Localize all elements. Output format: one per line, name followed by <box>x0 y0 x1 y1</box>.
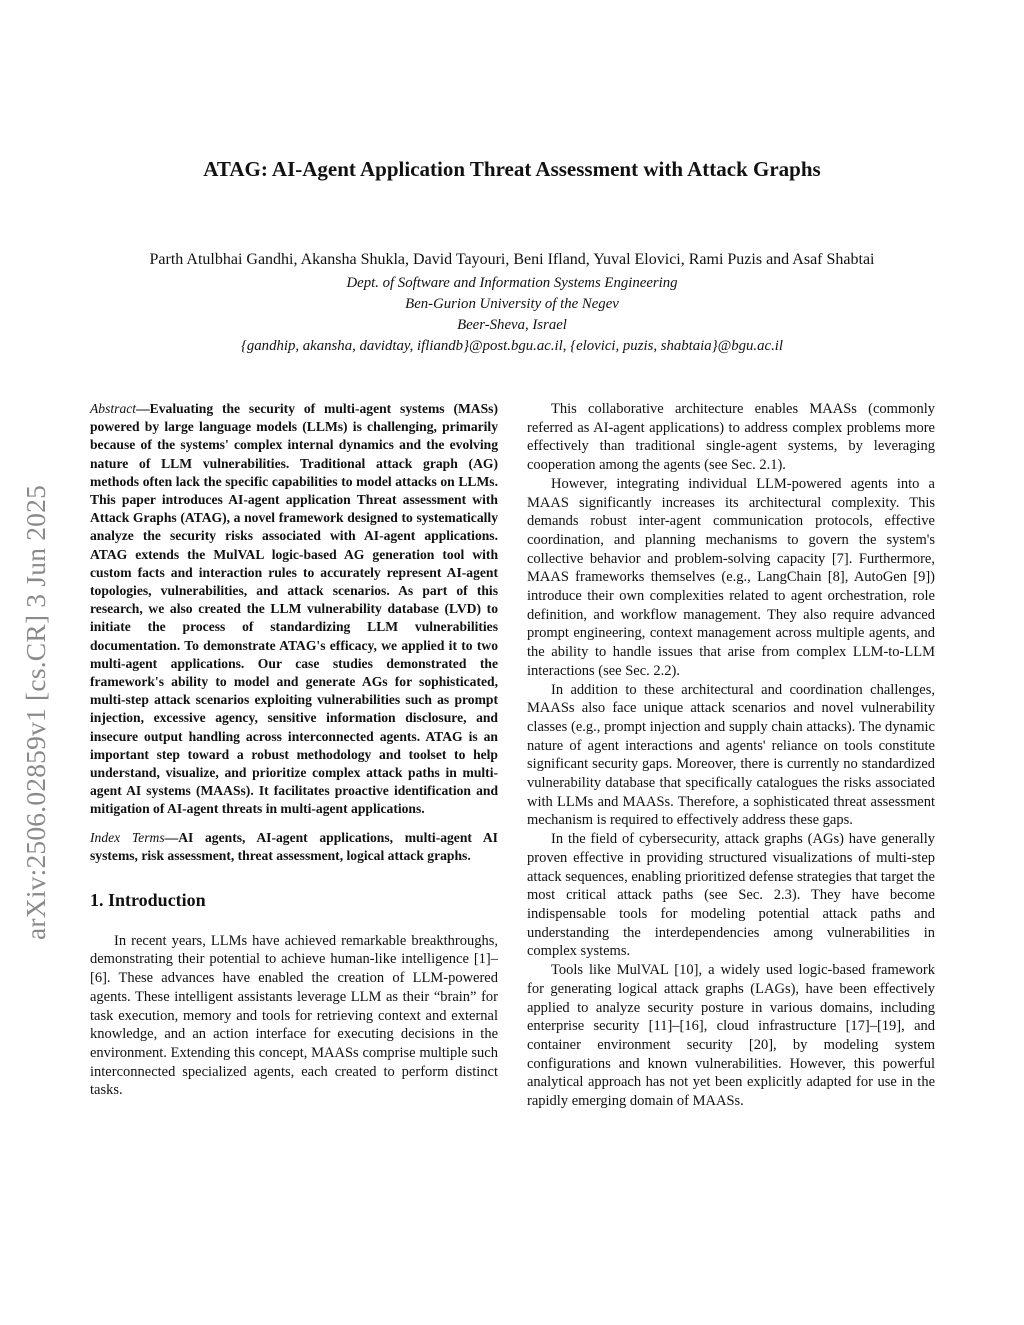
section-heading-introduction: 1. Introduction <box>90 890 206 911</box>
body-paragraph: In addition to these architectural and coordination challenges, MAASs also face unique attack scenarios and novel vulnerability classes (e.g., prompt injection and supply chain attacks). The dynamic nature of agent interactions and agents' reliance on tools constitute significant security gaps. Moreover, there is currently no standardized vulnerability database that specifically catalogues the risks associated with LLMs and MAASs. Therefore, a sophisticated threat assessment mechanism is required to effectively address these gaps. <box>527 681 935 829</box>
affiliation-emails: {gandhip, akansha, davidtay, ifliandb}@post.bgu.ac.il, {elovici, puzis, shabtaia}@bgu.ac.il <box>240 338 784 354</box>
paper-title: ATAG: AI-Agent Application Threat Assessment with Attack Graphs <box>203 157 821 181</box>
body-paragraph: However, integrating individual LLM-powered agents into a MAAS significantly increases its architectural complexity. This demands robust inter-agent communication protocols, effective coordination, and planning mechanisms to govern the system's collective behavior and problem-solving capacity [7]. Furthermore, MAAS frameworks themselves (e.g., LangChain [8], AutoGen [9]) introduce their own complexities related to agent orchestration, role definition, and workflow management. They also require advanced prompt engineering, context management across multiple agents, and the ability to handle issues that arise from complex LLM-to-LLM interactions (see Sec. 2.2). <box>527 475 935 679</box>
intro-paragraph-1: In recent years, LLMs have achieved remarkable breakthroughs, demonstrating their potential to achieve human-like intelligence [1]–[6]. These advances have enabled the creation of LLM-powered agents. These intelligent assistants leverage LLM as their “brain” for task execution, memory and tools for retrieving context and external knowledge, and an action interface for executing decisions in the environment. Extending this concept, MAASs comprise multiple such interconnected specialized agents, each created to perform distinct tasks. <box>90 932 498 1099</box>
index-terms-text: AI agents, AI-agent applications, multi-agent AI systems, risk assessment, threat assessment, logical attack graphs. <box>90 829 498 863</box>
affiliation-university: Ben-Gurion University of the Negev <box>405 296 619 312</box>
left-column <box>90 400 498 1100</box>
index-terms: Index Terms—AI agents, AI-agent applications, multi-agent AI systems, risk assessment, threat assessment, logical attack graphs. <box>90 829 498 863</box>
affiliation-city: Beer-Sheva, Israel <box>457 317 567 333</box>
body-paragraph: This collaborative architecture enables MAASs (commonly referred as AI-agent applications) to address complex problems more effectively than traditional single-agent systems, by leveraging cooperation among the agents (see Sec. 2.1). <box>527 401 935 474</box>
body-paragraph: Tools like MulVAL [10], a widely used logic-based framework for generating logical attack graphs (LAGs), have been effectively applied to analyze security posture in various domains, including enterprise security [11]–[16], cloud infrastructure [17]–[19], and container environment security [20], by modeling system configurations and known vulnerabilities. However, this powerful analytical approach has not yet been explicitly adapted for use in the rapidly emerging domain of MAASs. <box>527 962 935 1110</box>
abstract: Abstract—Evaluating the security of multi-agent systems (MASs) powered by large language models (LLMs) is challenging, primarily because of the systems' complex internal dynamics and the evolving nature of LLM vulnerabilities. Traditional attack graph (AG) methods often lack the specific capabilities to model attacks on LLMs. This paper introduces AI-agent application Threat assessment with Attack Graphs (ATAG), a novel framework designed to systematically analyze the security risks associated with AI-agent applications. ATAG extends the MulVAL logic-based AG generation tool with custom facts and interaction rules to accurately represent AI-agent topologies, vulnerabilities, and attack scenarios. As part of this research, we also created the LLM vulnerability database (LVD) to initiate the process of standardizing LLM vulnerabilities documentation. To demonstrate ATAG's efficacy, we applied it to two multi-agent applications. Our case studies demonstrated the framework's ability to model and generate AGs for sophisticated, multi-step attack scenarios exploiting vulnerabilities such as prompt injection, excessive agency, sensitive information disclosure, and insecure output handling across interconnected agents. ATAG is an important step toward a robust methodology and toolset to help understand, visualize, and prioritize complex attack paths in multi-agent AI systems (MAASs). It facilitates proactive identification and mitigation of AI-agent threats in multi-agent applications. <box>90 401 498 817</box>
author-list: Parth Atulbhai Gandhi, Akansha Shukla, David Tayouri, Beni Ifland, Yuval Elovici, Rami Puzis and Asaf Shabtai <box>149 251 875 268</box>
index-terms-label: Index Terms <box>90 829 165 845</box>
right-column <box>527 400 935 1111</box>
arxiv-identifier: arXiv:2506.02859v1 [cs.CR] 3 Jun 2025 <box>20 484 51 940</box>
abstract-text: Evaluating the security of multi-agent systems (MASs) powered by large language models (LLMs) is challenging, primarily because of the systems' complex internal dynamics and the evolving nature of LLM vulnerabilities. Traditional attack graph (AG) methods often lack the specific capabilities to model attacks on LLMs. This paper introduces AI-agent application Threat assessment with Attack Graphs (ATAG), a novel framework designed to systematically analyze the security risks associated with AI-agent applications. ATAG extends the MulVAL logic-based AG generation tool with custom facts and interaction rules to accurately represent AI-agent topologies, vulnerabilities, and attack scenarios. As part of this research, we also created the LLM vulnerability database (LVD) to initiate the process of standardizing LLM vulnerabilities documentation. To demonstrate ATAG's efficacy, we applied it to two multi-agent applications. Our case studies demonstrated the framework's ability to model and generate AGs for sophisticated, multi-step attack scenarios exploiting vulnerabilities such as prompt injection, excessive agency, sensitive information disclosure, and insecure output handling across interconnected agents. ATAG is an important step toward a robust methodology and toolset to help understand, visualize, and prioritize complex attack paths in multi-agent AI systems (MAASs). It facilitates proactive identification and mitigation of AI-agent threats in multi-agent applications. <box>90 401 498 817</box>
affiliation-dept: Dept. of Software and Information Systems Engineering <box>346 275 678 291</box>
abstract-label: Abstract <box>90 401 137 416</box>
body-paragraph: In the field of cybersecurity, attack graphs (AGs) have generally proven effective in providing structured visualizations of multi-step attack sequences, enabling prioritized defense strategies that target the most critical attack paths (see Sec. 2.3). They have become indispensable tools for modeling potential attack paths and understanding the interdependencies among vulnerabilities in complex systems. <box>527 831 935 960</box>
